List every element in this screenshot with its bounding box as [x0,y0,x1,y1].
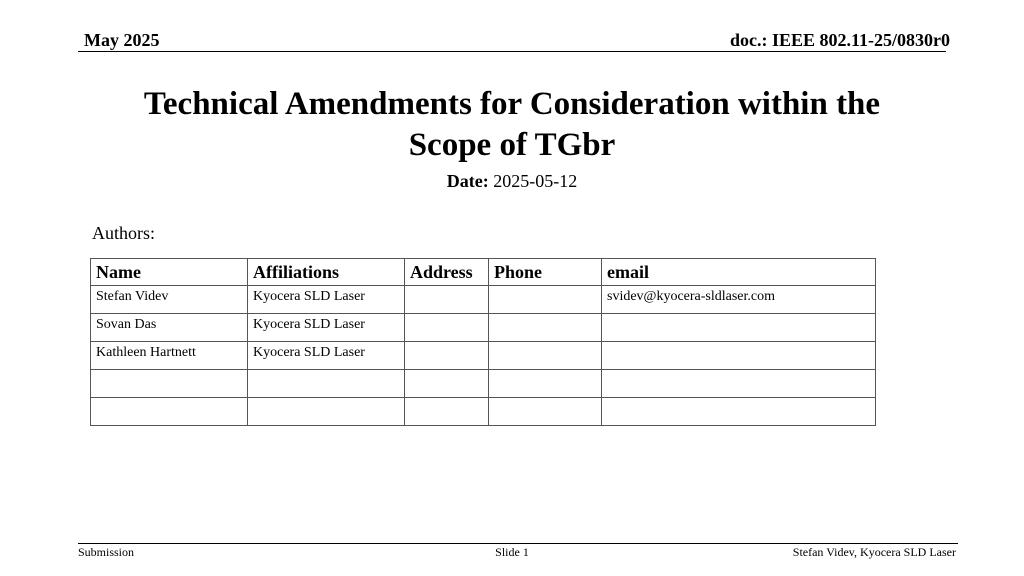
footer-divider [78,543,958,544]
footer-author: Stefan Videv, Kyocera SLD Laser [792,545,956,559]
table-header-row [91,259,876,286]
date-label: Date: [446,171,489,191]
date-value: 2025-05-12 [493,171,578,191]
author-email-cell [602,370,876,398]
author-email-cell [602,398,876,426]
column-header-phone: Phone [489,259,602,286]
author-phone-cell [489,342,602,370]
author-phone-cell [489,398,602,426]
table-row [91,314,876,342]
author-affiliation-cell: Kyocera SLD Laser [248,314,405,342]
author-address-cell [405,398,489,426]
header-doc-id: doc.: IEEE 802.11-25/0830r0 [729,30,950,50]
author-email-cell [602,342,876,370]
header-divider [78,51,946,52]
author-affiliation-cell [248,370,405,398]
authors-label: Authors: [92,223,155,243]
table-row [91,286,876,314]
author-name-cell: Stefan Videv [91,286,248,314]
slide-title-line-1: Technical Amendments for Consideration within the [143,86,881,122]
footer-submission: Submission [78,545,135,559]
author-address-cell [405,314,489,342]
author-address-cell [405,286,489,314]
footer-slide-number: Slide 1 [495,545,529,559]
author-name-cell [91,370,248,398]
author-address-cell [405,370,489,398]
author-email-cell [602,314,876,342]
author-address-cell [405,342,489,370]
author-affiliation-cell: Kyocera SLD Laser [248,342,405,370]
slide-title [0,84,1024,166]
date-line [0,170,1024,192]
author-phone-cell [489,286,602,314]
author-name-cell [91,398,248,426]
author-phone-cell [489,314,602,342]
author-affiliation-cell: Kyocera SLD Laser [248,286,405,314]
author-email-cell: svidev@kyocera-sldlaser.com [602,286,876,314]
column-header-name: Name [91,259,248,286]
slide-title-line-2: Scope of TGbr [408,127,616,163]
author-name-cell: Kathleen Hartnett [91,342,248,370]
author-phone-cell [489,370,602,398]
table-row [91,342,876,370]
header-date: May 2025 [84,30,160,50]
author-name-cell: Sovan Das [91,314,248,342]
table-row [91,398,876,426]
column-header-email: email [602,259,876,286]
authors-table [90,258,876,426]
column-header-address: Address [405,259,489,286]
author-affiliation-cell [248,398,405,426]
table-row [91,370,876,398]
column-header-affiliations: Affiliations [248,259,405,286]
